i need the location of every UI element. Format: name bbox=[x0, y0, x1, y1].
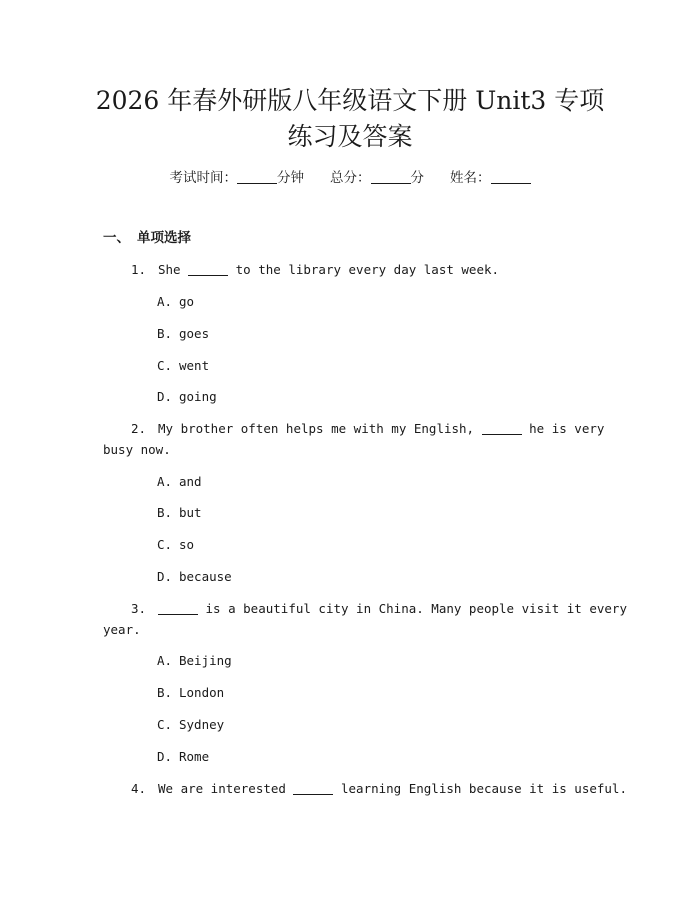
question-2 bbox=[131, 419, 611, 439]
question-text: My brother often helps me with my English, he is very bbox=[158, 421, 605, 436]
question-3 bbox=[131, 599, 627, 619]
question-number: 3. bbox=[131, 601, 147, 616]
section-heading bbox=[103, 228, 191, 248]
question-3-continuation: year. bbox=[103, 622, 141, 637]
question-4 bbox=[131, 779, 627, 799]
option-c[interactable]: C. Sydney bbox=[157, 717, 225, 732]
name-blank bbox=[491, 169, 531, 184]
question-number: 2. bbox=[131, 421, 147, 436]
question-text: is a beautiful city in China. Many people visit it every bbox=[158, 599, 627, 619]
name-label: 姓名： bbox=[450, 170, 491, 186]
question-number: 4. bbox=[131, 781, 147, 796]
option-d[interactable]: D. because bbox=[157, 569, 232, 584]
option-b[interactable]: B. goes bbox=[157, 326, 210, 341]
time-blank bbox=[237, 169, 277, 184]
answer-blank bbox=[482, 421, 522, 435]
document-title-line-1: 2026 年春外研版八年级语文下册 Unit3 专项 bbox=[95, 86, 605, 115]
time-unit: 分钟 bbox=[277, 170, 304, 186]
question-text: We are interested learning English because it is useful. bbox=[158, 781, 627, 796]
option-b[interactable]: B. London bbox=[157, 685, 225, 700]
question-text: She to the library every day last week. bbox=[158, 262, 500, 277]
option-d[interactable]: D. going bbox=[157, 389, 217, 404]
option-a[interactable]: A. Beijing bbox=[157, 653, 232, 668]
exam-info-row bbox=[0, 168, 700, 188]
question-1 bbox=[131, 260, 611, 280]
option-c[interactable]: C. so bbox=[157, 537, 195, 552]
time-label: 考试时间： bbox=[169, 170, 237, 186]
answer-blank bbox=[158, 601, 198, 615]
option-a[interactable]: A. go bbox=[157, 294, 195, 309]
document-title-line-2: 练习及答案 bbox=[287, 122, 413, 151]
score-unit: 分 bbox=[410, 170, 424, 186]
option-c[interactable]: C. went bbox=[157, 358, 210, 373]
question-2-continuation: busy now. bbox=[103, 442, 171, 457]
score-label: 总分： bbox=[330, 170, 371, 186]
option-d[interactable]: D. Rome bbox=[157, 749, 210, 764]
answer-blank bbox=[188, 262, 228, 276]
option-a[interactable]: A. and bbox=[157, 474, 202, 489]
option-b[interactable]: B. but bbox=[157, 505, 202, 520]
answer-blank bbox=[293, 781, 333, 795]
question-number: 1. bbox=[131, 262, 147, 277]
score-blank bbox=[371, 169, 411, 184]
section-title: 单项选择 bbox=[137, 230, 191, 246]
section-number: 一、 bbox=[103, 230, 130, 246]
